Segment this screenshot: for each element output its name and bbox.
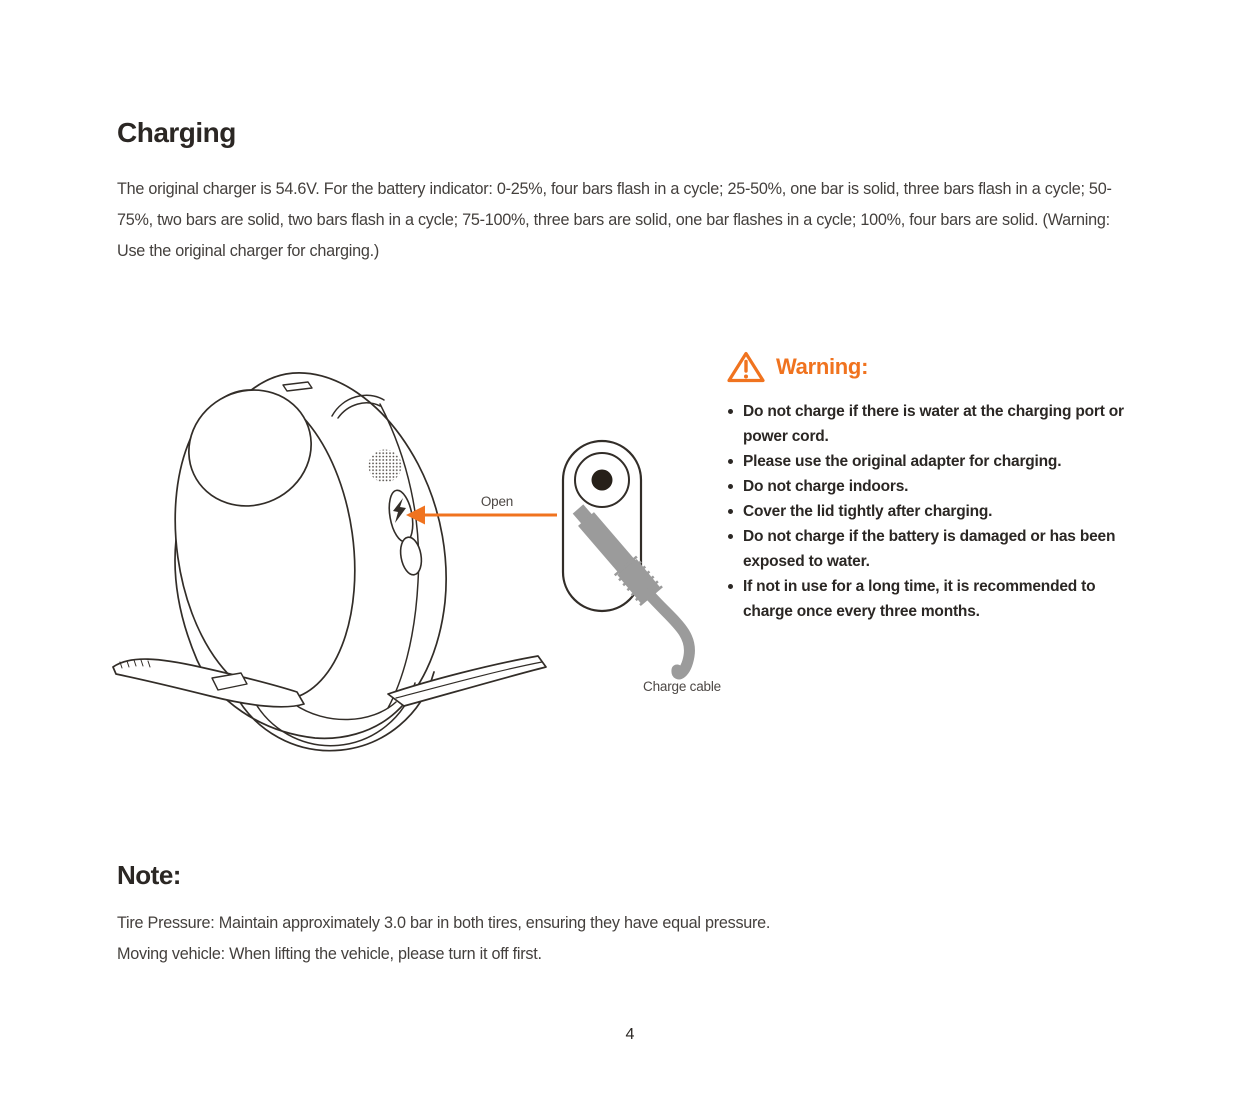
warning-title: Warning: bbox=[776, 354, 869, 379]
charge-cable-label: Charge cable bbox=[643, 679, 721, 694]
warning-section bbox=[726, 350, 1138, 624]
warning-item: Please use the original adapter for charging. bbox=[726, 449, 1138, 474]
warning-item: Cover the lid tightly after charging. bbox=[726, 499, 1138, 524]
open-label: Open bbox=[480, 494, 514, 509]
warning-item: If not in use for a long time, it is recommended to charge once every three months. bbox=[726, 574, 1138, 624]
note-lines bbox=[117, 908, 770, 970]
note-title: Note: bbox=[117, 860, 181, 890]
note-line: Moving vehicle: When lifting the vehicle, please turn it off first. bbox=[117, 945, 542, 963]
warning-header bbox=[726, 350, 1138, 384]
unicycle-drawing bbox=[113, 370, 546, 751]
charger-dot bbox=[592, 470, 613, 491]
note-line: Tire Pressure: Maintain approximately 3.0 bar in both tires, ensuring they have equal pressure. bbox=[117, 914, 771, 932]
warning-item: Do not charge if the battery is damaged or has been exposed to water. bbox=[726, 524, 1138, 574]
page-title: Charging bbox=[117, 117, 236, 148]
note-section bbox=[117, 862, 770, 970]
page-number: 4 bbox=[625, 1026, 635, 1043]
warning-item: Do not charge indoors. bbox=[726, 474, 1138, 499]
warning-triangle-icon bbox=[726, 350, 766, 384]
charging-illustration bbox=[100, 340, 760, 800]
charging-description: The original charger is 54.6V. For the battery indicator: 0-25%, four bars flash in a cycle; 25-50%, one bar is solid, three bars flash in a cycle; 50-75%, two bars are solid, two bars flash in a cycle; 75-100%, three bars are solid, one bar flashes in a cycle; 100%, four bars are solid. (Warning: Use the original charger for charging.) bbox=[117, 180, 1112, 260]
warning-item: Do not charge if there is water at the charging port or power cord. bbox=[726, 399, 1138, 449]
charger-drawing bbox=[563, 441, 721, 694]
warning-list bbox=[726, 399, 1138, 624]
speaker-grille bbox=[369, 450, 402, 483]
